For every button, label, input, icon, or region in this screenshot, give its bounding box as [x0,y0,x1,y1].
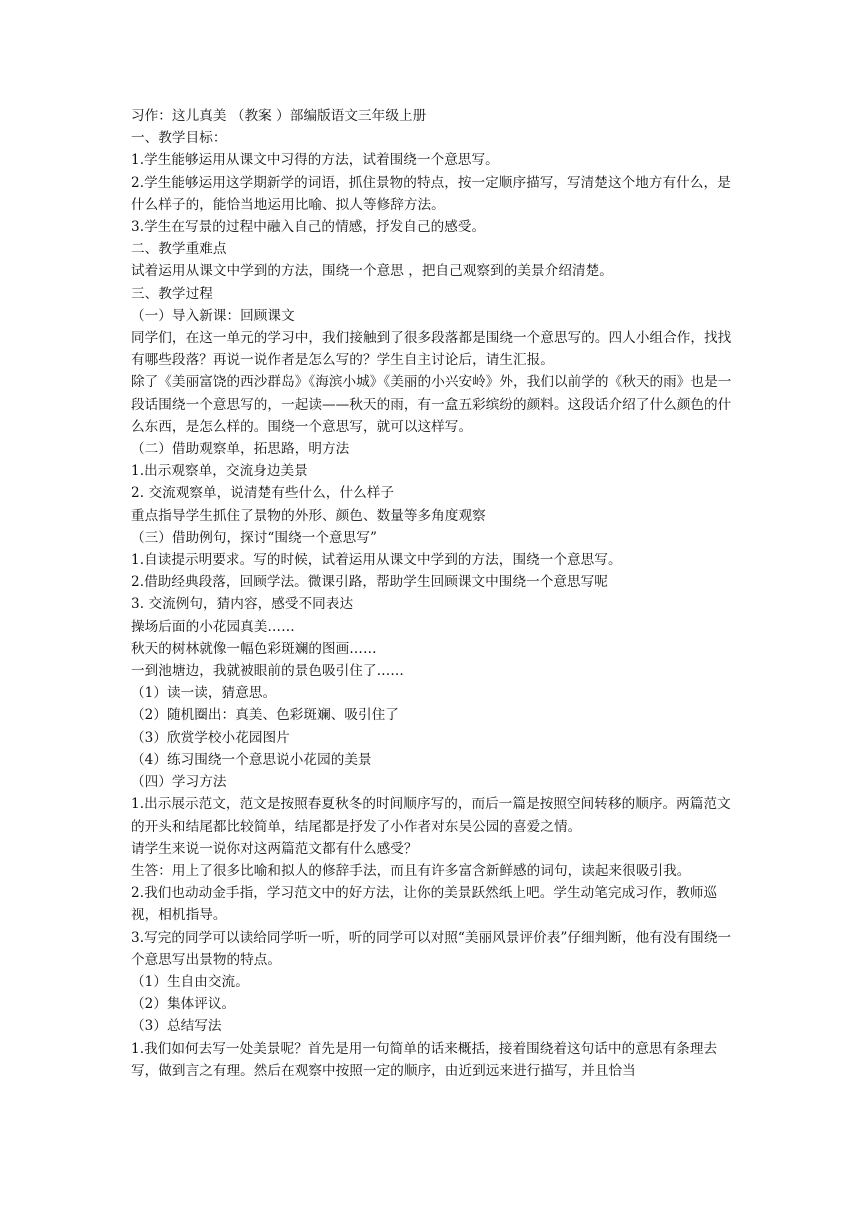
section-heading: 二、教学重难点 [131,241,227,258]
paragraph: 2.学生能够运用这学期新学的词语，抓住景物的特点，按一定顺序描写，写清楚这个地方有什么，是什么样子的，能恰当地运用比喻、拟人等修辞方法。 [131,174,731,213]
subsection-heading: （一）导入新课：回顾课文 [131,307,295,324]
paragraph: 一到池塘边，我就被眼前的景色吸引住了…… [131,663,404,680]
subsection-heading: （二）借助观察单，拓思路，明方法 [131,441,350,458]
paragraph: 3.学生在写景的过程中融入自己的情感，抒发自己的感受。 [131,219,486,236]
paragraph: 除了《美丽富饶的西沙群岛》《海滨小城》《美丽的小兴安岭》外，我们以前学的《秋天的雨》也是一段话围绕一个意思写的，一起读——秋天的雨，有一盒五彩缤纷的颜料。这段话介绍了什么颜色的什么东西，是怎么样的。围绕一个意思写，就可以这样写。 [131,374,732,435]
paragraph: 1.出示展示范文，范文是按照春夏秋冬的时间顺序写的，而后一篇是按照空间转移的顺序。两篇范文的开头和结尾都比较简单，结尾都是抒发了小作者对东吴公园的喜爱之情。 [131,796,731,835]
paragraph: 3.写完的同学可以读给同学听一听，听的同学可以对照“美丽风景评价表”仔细判断，他有没有围绕一个意思写出景物的特点。 [131,929,732,968]
document-title: 习作：这儿真美 （教案 ）部编版语文三年级上册 [131,108,427,124]
paragraph: （2）随机圈出：真美、色彩斑斓、吸引住了 [131,707,399,724]
paragraph: 1.出示观察单，交流身边美景 [131,463,308,480]
paragraph: 秋天的树林就像一幅色彩斑斓的图画…… [131,640,377,657]
subsection-heading: （四）学习方法 [131,774,227,791]
paragraph: （4）练习围绕一个意思说小花园的美景 [131,751,372,768]
paragraph: 2. 交流观察单，说清楚有些什么，什么样子 [131,485,395,502]
paragraph: （1）生自由交流。 [131,973,249,990]
paragraph: （1）读一读，猜意思。 [131,685,277,702]
paragraph: 1.学生能够运用从课文中习得的方法，试着围绕一个意思写。 [131,152,499,169]
document-body [131,105,735,1082]
paragraph: 3. 交流例句，猜内容，感受不同表达 [131,596,354,613]
section-heading: 一、教学目标： [131,130,227,147]
paragraph: 2.我们也动动金手指，学习范文中的好方法，让你的美景跃然纸上吧。学生动笔完成习作，教师巡视，相机指导。 [131,885,718,924]
paragraph: 1.自读提示明要求。写的时候，试着运用从课文中学到的方法，围绕一个意思写。 [131,552,622,569]
paragraph: 试着运用从课文中学到的方法，围绕一个意思 ，把自己观察到的美景介绍清楚。 [131,263,613,280]
section-heading: 三、教学过程 [131,285,213,302]
paragraph: （2）集体评议。 [131,996,236,1013]
paragraph: 2.借助经典段落，回顾学法。微课引路，帮助学生回顾课文中围绕一个意思写呢 [131,574,608,591]
subsection-heading: （三）借助例句，探讨“围绕一个意思写” [131,529,377,546]
paragraph: 1.我们如何去写一处美景呢？首先是用一句简单的话来概括，接着围绕着这句话中的意思有条理去写，做到言之有理。然后在观察中按照一定的顺序，由近到远来进行描写，并且恰当 [131,1040,718,1079]
paragraph: 请学生来说一说你对这两篇范文都有什么感受？ [131,840,418,857]
paragraph: （3）欣赏学校小花园图片 [131,729,290,746]
paragraph: 重点指导学生抓住了景物的外形、颜色、数量等多角度观察 [131,507,486,524]
paragraph: 操场后面的小花园真美…… [131,618,295,635]
paragraph: （3）总结写法 [131,1018,222,1035]
paragraph: 生答：用上了很多比喻和拟人的修辞手法，而且有许多富含新鲜感的词句，读起来很吸引我。 [131,862,691,879]
paragraph: 同学们，在这一单元的学习中，我们接触到了很多段落都是围绕一个意思写的。四人小组合作，找找有哪些段落？再说一说作者是怎么写的？学生自主讨论后，请生汇报。 [131,330,732,369]
